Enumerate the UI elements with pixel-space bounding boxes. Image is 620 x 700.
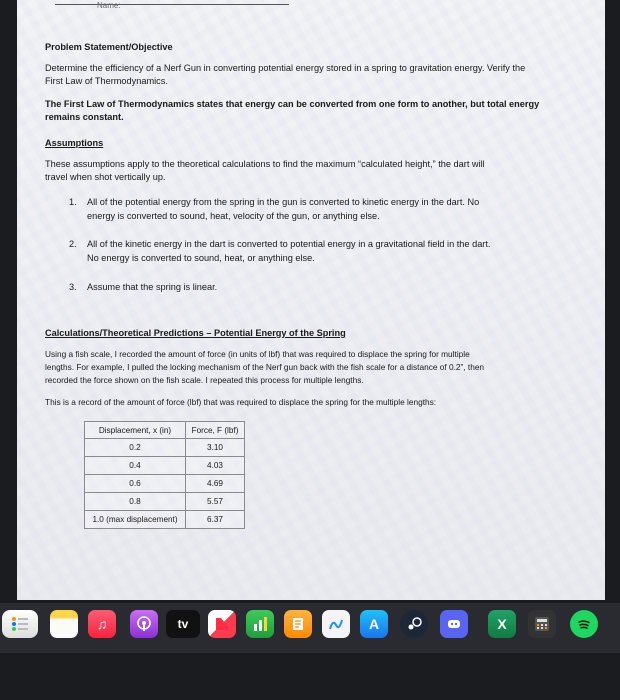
music-icon[interactable]: ♫ [88, 610, 116, 638]
table-row [85, 493, 245, 511]
document-page [17, 0, 605, 600]
table-row [85, 511, 245, 529]
news-icon[interactable] [208, 610, 236, 638]
assumption-line: energy is converted to sound, heat, velocity of the gun, or anything else. [87, 211, 380, 221]
table-cell: 6.37 [186, 511, 245, 529]
record-line: This is a record of the amount of force (lbf) that was required to displace the spring for the multiple lengths: [45, 397, 437, 407]
force-table [84, 421, 245, 529]
table-cell: 4.03 [186, 457, 245, 475]
table-cell: 0.6 [85, 475, 186, 493]
name-label: Name: [97, 1, 121, 10]
table-row [85, 457, 245, 475]
table-header-displacement: Displacement, x (in) [85, 422, 186, 439]
first-law-line-1: The First Law of Thermodynamics states that energy can be converted from one form to another, but total energy [45, 99, 540, 109]
table-cell: 4.69 [186, 475, 245, 493]
objective-line-2: First Law of Thermodynamics. [45, 76, 168, 86]
table-row [85, 439, 245, 457]
assumption-line: No energy is converted to sound, heat, or anything else. [87, 253, 315, 263]
reminders-icon[interactable] [2, 610, 38, 638]
tv-label: tv [177, 617, 189, 631]
app-store-icon[interactable]: A [360, 610, 388, 638]
table-cell: 0.2 [85, 439, 186, 457]
assumption-line: All of the potential energy from the spring in the gun is converted to kinetic energy in the dart. No [87, 197, 480, 207]
table-cell: 0.4 [85, 457, 186, 475]
name-line [55, 1, 289, 10]
table-row [85, 475, 245, 493]
dock [0, 603, 620, 653]
excel-icon[interactable]: X [488, 610, 516, 638]
assumptions-intro-2: travel when shot vertically up. [45, 172, 166, 182]
assumption-item-3 [69, 281, 589, 297]
table-header-force: Force, F (lbf) [186, 422, 245, 439]
objective-line-1: Determine the efficiency of a Nerf Gun in converting potential energy stored in a spring to gravitation energy. Verify the [45, 63, 526, 73]
table-cell: 3.10 [186, 439, 245, 457]
table-cell: 5.57 [186, 493, 245, 511]
assumption-line: Assume that the spring is linear. [87, 282, 218, 292]
assumption-number: 2. [69, 239, 77, 249]
assumptions-intro-1: These assumptions apply to the theoretical calculations to find the maximum “calculated height,” the dart will [45, 159, 485, 169]
numbers-icon[interactable] [246, 610, 274, 638]
notes-icon[interactable] [50, 610, 78, 638]
calculator-icon[interactable] [528, 610, 556, 638]
assumption-number: 1. [69, 197, 77, 207]
problem-title: Problem Statement/Objective [45, 42, 173, 52]
apple-tv-icon[interactable] [166, 610, 200, 638]
steam-icon[interactable] [400, 610, 428, 638]
calculations-para-3: recorded the force shown on the fish scale. I repeated this process for multiple lengths. [45, 375, 364, 385]
table-cell: 1.0 (max displacement) [85, 511, 186, 529]
first-law-line-2: remains constant. [45, 112, 124, 122]
assumption-line: All of the kinetic energy in the dart is converted to potential energy in a gravitational field in the dart. [87, 239, 491, 249]
calculations-para-2: lengths. For example, I pulled the locking mechanism of the Nerf gun back with the fish scale for a distance of 0.2”, then [45, 362, 485, 372]
podcasts-icon[interactable] [130, 610, 158, 638]
pages-icon[interactable] [284, 610, 312, 638]
discord-icon[interactable] [440, 610, 468, 638]
assumption-item-1 [69, 196, 589, 226]
table-cell: 0.8 [85, 493, 186, 511]
assumption-item-2 [69, 238, 589, 268]
calculations-para-1: Using a fish scale, I recorded the amount of force (in units of lbf) that was required to displace the spring for multiple [45, 349, 470, 359]
calculations-title: Calculations/Theoretical Predictions – Potential Energy of the Spring [45, 328, 346, 338]
assumption-number: 3. [69, 282, 77, 292]
spotify-icon[interactable] [570, 610, 598, 638]
freeform-icon[interactable] [322, 610, 350, 638]
table-header-row [85, 422, 245, 439]
assumptions-title: Assumptions [45, 138, 104, 148]
